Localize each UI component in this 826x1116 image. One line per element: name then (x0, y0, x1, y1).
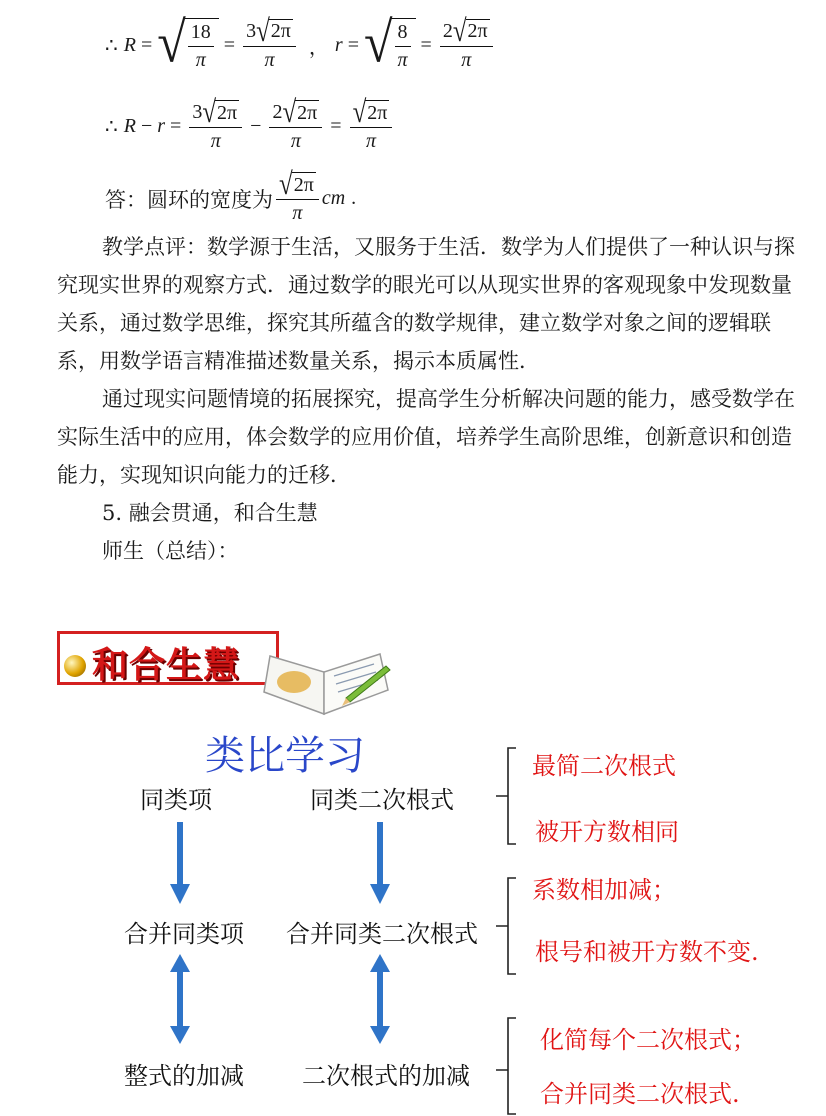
frac-3sqrt2pi-pi: 3 √ 2π π (243, 19, 296, 72)
row1-note2: 被开方数相同 (535, 818, 679, 846)
radicand-2pi: 2π (293, 173, 314, 196)
row2-note2: 根号和被开方数不变. (535, 938, 759, 966)
diagram-heading: 类比学习 (205, 733, 365, 779)
paragraph-extension: 通过现实问题情境的拓展探究，提高学生分析解决问题的能力，感受数学在实际生活中的应用，体会数学的应用价值，培养学生高阶思维，创新意识和创造能力，实现知识向能力的迁移． (57, 387, 795, 487)
radicand-2pi: 2π (297, 101, 318, 124)
arrow-down-icon (366, 822, 394, 906)
equals: = (170, 115, 182, 137)
equation-R-r (105, 11, 496, 75)
num-8: 8 (395, 21, 411, 47)
row3-note2: 合并同类二次根式. (540, 1080, 740, 1108)
coef-2: 2 (272, 101, 283, 123)
bracket-icon (494, 876, 520, 976)
radicand-2pi: 2π (467, 20, 488, 42)
radicand-2pi: 2π (217, 101, 238, 124)
minus: − (140, 115, 153, 137)
row1-note1: 最简二次根式 (532, 752, 676, 780)
frac-2sqrt2pi-pi: 2 √ 2π π (440, 19, 493, 72)
den-pi: π (397, 49, 408, 71)
frac-2sqrt2pi-pi: 2 √ 2π π (269, 100, 322, 153)
row3-left: 整式的加减 (124, 1062, 244, 1090)
therefore-symbol: ∴ (105, 34, 118, 57)
equals: = (420, 33, 432, 56)
golden-ball-icon (64, 655, 86, 677)
minus: − (250, 115, 262, 137)
period: . (351, 187, 357, 209)
sqrt-8-over-pi: √ $\frac{8}{\pi}$ (364, 18, 416, 72)
sqrt-18-over-pi: √ $\frac{18}{\pi}$ (157, 18, 219, 72)
var-r: r (157, 115, 166, 137)
radicand-2pi: 2π (367, 101, 388, 124)
den-pi: π (365, 130, 376, 152)
den-pi: π (292, 202, 303, 224)
therefore-symbol: ∴ (105, 116, 118, 138)
equals: = (347, 33, 359, 56)
den-pi: π (195, 49, 206, 71)
row1-left: 同类项 (140, 786, 212, 814)
unit-cm: cm (321, 187, 346, 209)
var-R: R (123, 115, 136, 137)
double-arrow-icon (366, 954, 394, 1044)
answer-line (105, 167, 357, 225)
num-18: 18 (188, 21, 214, 47)
row2-left: 合并同类项 (124, 920, 244, 948)
paragraph-review: 教学点评：数学源于生活，又服务于生活．数学为人们提供了一种认识与探究现实世界的观察方式．通过数学的眼光可以从现实世界的客观现象中发现数量关系，通过数学思维，探究其所蕴含的数学规律，建立数学对象之间的逻辑联系，用数学语言精准描述数量关系，揭示本质属性． (57, 235, 795, 373)
radicand-2pi: 2π (270, 20, 291, 42)
row3-note1: 化简每个二次根式； (540, 1026, 756, 1054)
body-text (57, 228, 807, 570)
arrow-down-icon (166, 822, 194, 906)
answer-prefix: 答：圆环的宽度为 (105, 187, 273, 212)
row2-note1: 系数相加减； (532, 876, 676, 904)
bracket-icon (494, 1016, 520, 1116)
equation-R-minus-r (105, 95, 395, 153)
frac-sqrt2pi-pi: √ 2π π (276, 172, 319, 225)
section-heading: 5. 融会贯通，和合生慧 (102, 501, 318, 525)
den-pi: π (210, 130, 221, 152)
banner-title: 和合生慧 (92, 645, 241, 686)
den-pi: π (290, 130, 301, 152)
den-pi: π (461, 48, 472, 71)
coef-3: 3 (192, 101, 203, 123)
bracket-icon (494, 746, 520, 846)
row2-middle: 合并同类二次根式 (286, 920, 478, 948)
frac-sqrt2pi-pi: √ 2π π (350, 100, 393, 153)
den-pi: π (264, 48, 275, 71)
frac-3sqrt2pi-pi: 3 √ 2π π (189, 100, 242, 153)
comma: ， (308, 36, 329, 59)
equals: = (223, 33, 236, 56)
var-R: R (123, 33, 136, 56)
open-book-icon (258, 652, 398, 724)
equals: = (140, 33, 153, 56)
summary-label: 师生（总结）： (102, 539, 239, 563)
coef-2: 2 (442, 19, 453, 42)
row1-middle: 同类二次根式 (310, 786, 454, 814)
double-arrow-icon (166, 954, 194, 1044)
var-r: r (334, 33, 343, 56)
equals: = (330, 115, 342, 137)
row3-middle: 二次根式的加减 (302, 1062, 470, 1090)
coef-3: 3 (246, 19, 257, 42)
